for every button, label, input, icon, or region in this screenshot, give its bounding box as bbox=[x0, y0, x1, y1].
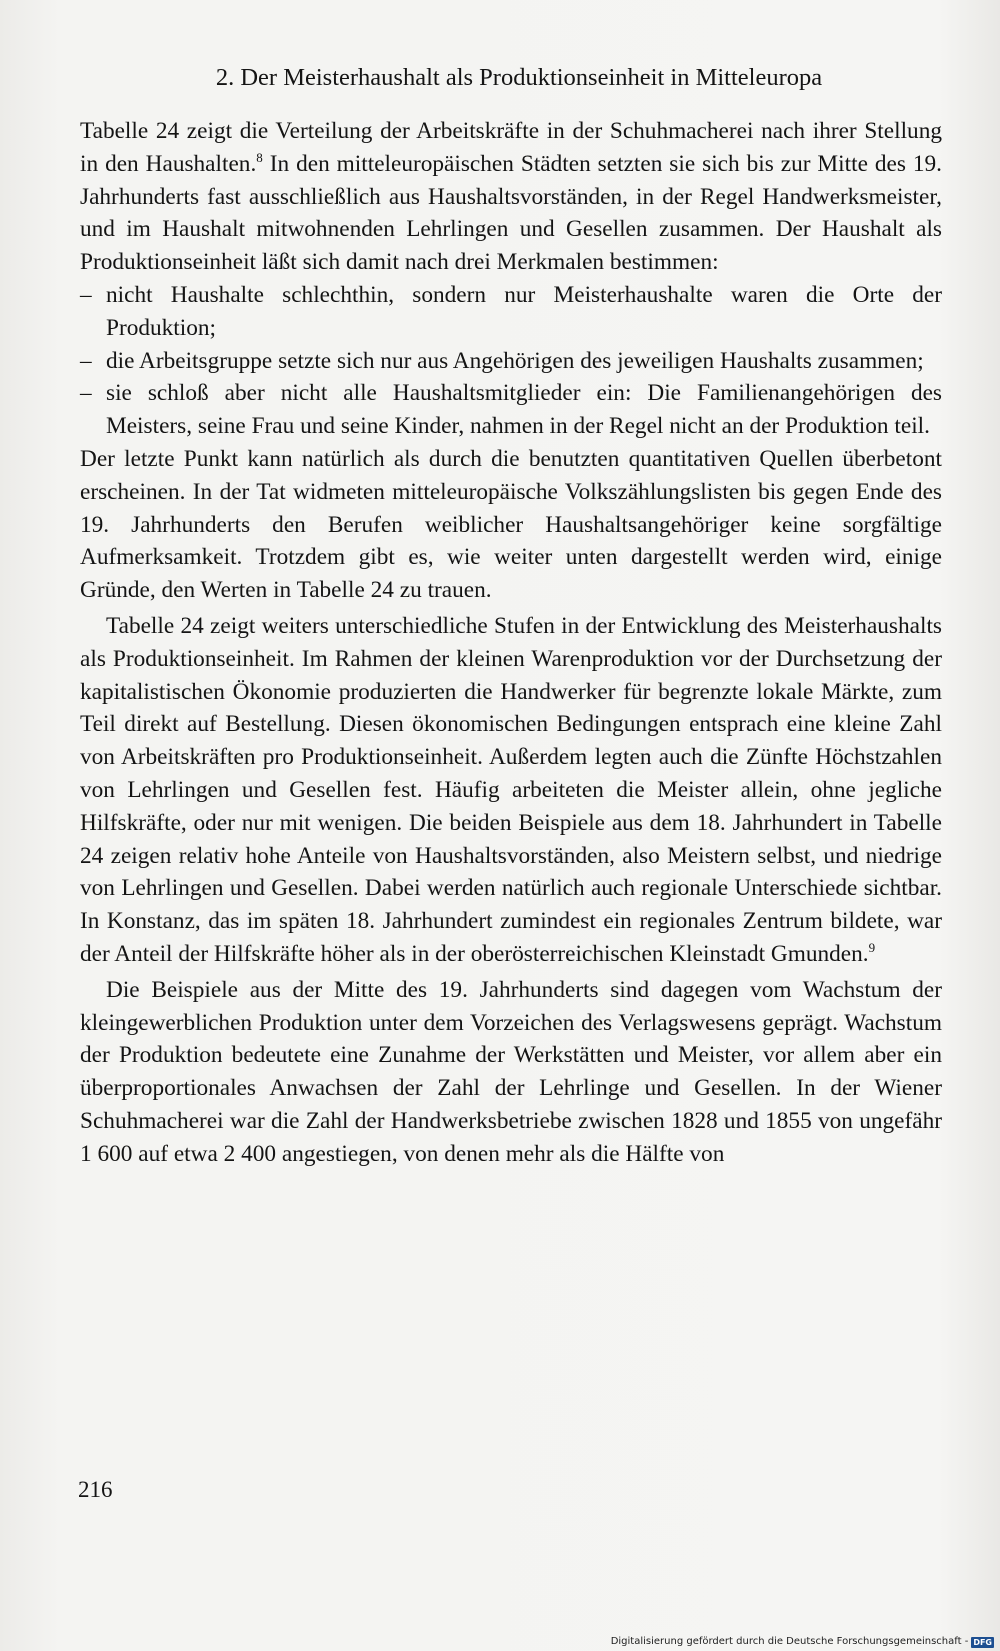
paragraph-2: Der letzte Punkt kann natürlich als durch die benutzten quantitativen Quellen überbetont erscheinen. In der Tat widmeten mitteleuropäische Volkszählungslisten bis gegen Ende des 19. Jahrhunderts den Berufen weiblicher Haushaltsangehöriger keine sorgfältige Aufmerksamkeit. Trotzdem gibt es, wie weiter unten dargestellt werden wird, einige Gründe, den Werten in Tabelle 24 zu trauen. bbox=[80, 445, 942, 604]
list-item bbox=[80, 377, 942, 443]
dash-marker: – bbox=[80, 347, 92, 374]
paragraph-1-text: Tabelle 24 zeigt die Verteilung der Arbeitskräfte in der Schuhmacherei nach ihrer Stellung in den Haushalten. bbox=[80, 118, 942, 177]
paragraph-3 bbox=[80, 610, 942, 971]
dash-marker: – bbox=[80, 281, 92, 308]
criteria-list bbox=[80, 279, 942, 443]
footnote-marker-9: 9 bbox=[868, 939, 876, 955]
list-item-text: sie schloß aber nicht alle Haushaltsmitglieder ein: Die Familienangehörigen des Meisters, seine Frau und seine Kinder, nahmen in der Regel nicht an der Produktion teil. bbox=[106, 380, 942, 440]
dash-marker: – bbox=[80, 380, 92, 407]
chapter-heading: 2. Der Meisterhaushalt als Produktionseinheit in Mitteleuropa bbox=[215, 64, 823, 91]
paragraph-1-text-continued: In den mitteleuropäischen Städten setzten sie sich bis zur Mitte des 19. Jahrhunderts fast ausschließlich aus Haushaltsvorständen, in der Regel Handwerksmeister, und im Haushalt mitwohnenden Lehrlingen und Gesellen zusammen. Der Haushalt als Produktionseinheit läßt sich damit nach drei Merkmalen bestimmen: bbox=[80, 150, 942, 276]
list-item bbox=[80, 279, 942, 345]
page-number: 216 bbox=[78, 1477, 113, 1502]
paragraph-1 bbox=[80, 115, 942, 279]
digitization-footer bbox=[611, 1635, 994, 1649]
list-item bbox=[80, 345, 942, 378]
list-item-text: nicht Haushalte schlechthin, sondern nur Meisterhaushalte waren die Orte der Produktion; bbox=[106, 281, 942, 341]
dfg-logo-icon: DFG bbox=[973, 1637, 992, 1647]
text-column bbox=[80, 62, 942, 1171]
paragraph-3-text: Tabelle 24 zeigt weiters unterschiedliche Stufen in der Entwicklung des Meisterhaushalts als Produktionseinheit. Im Rahmen der kleinen Warenproduktion vor der Durchsetzung der kapitalistischen Ökonomie produzierten die Handwerker für begrenzte lokale Märkte, zum Teil direkt auf Bestellung. Diesen ökonomischen Bedingungen entsprach eine kleine Zahl von Arbeitskräften pro Produktionseinheit. Außerdem legten auch die Zünfte Höchstzahlen von Lehrlingen und Gesellen fest. Häufig arbeiteten die Meister allein, ohne jegliche Hilfskräfte, oder nur mit wenigen. Die beiden Beispiele aus dem 18. Jahrhundert in Tabelle 24 zeigen relativ hohe Anteile von Haushaltsvorständen, also Meistern selbst, und niedrige von Lehrlingen und Gesellen. Dabei werden natürlich auch regionale Unterschiede sichtbar. In Konstanz, das im späten 18. Jahrhundert zumindest ein regionales Zentrum bildete, war der Anteil der Hilfskräfte höher als in der oberösterreichischen Kleinstadt Gmunden. bbox=[80, 612, 942, 967]
footnote-marker-8: 8 bbox=[256, 149, 263, 165]
paragraph-4: Die Beispiele aus der Mitte des 19. Jahrhunderts sind dagegen vom Wachstum der kleingewerblichen Produktion unter dem Vorzeichen des Verlagswesens geprägt. Wachstum der Produktion bedeutete eine Zunahme der Werkstätten und Meister, vor allem aber ein überproportionales Anwachsen der Zahl der Lehrlinge und Gesellen. In der Wiener Schuhmacherei war die Zahl der Handwerksbetriebe zwischen 1828 und 1855 von ungefähr 1 600 auf etwa 2 400 angestiegen, von denen mehr als die Hälfte von bbox=[80, 976, 942, 1167]
footer-text: Digitalisierung gefördert durch die Deutsche Forschungsgemeinschaft - bbox=[610, 1636, 969, 1647]
list-item-text: die Arbeitsgruppe setzte sich nur aus Angehörigen des jeweiligen Haushalts zusammen; bbox=[106, 347, 924, 374]
